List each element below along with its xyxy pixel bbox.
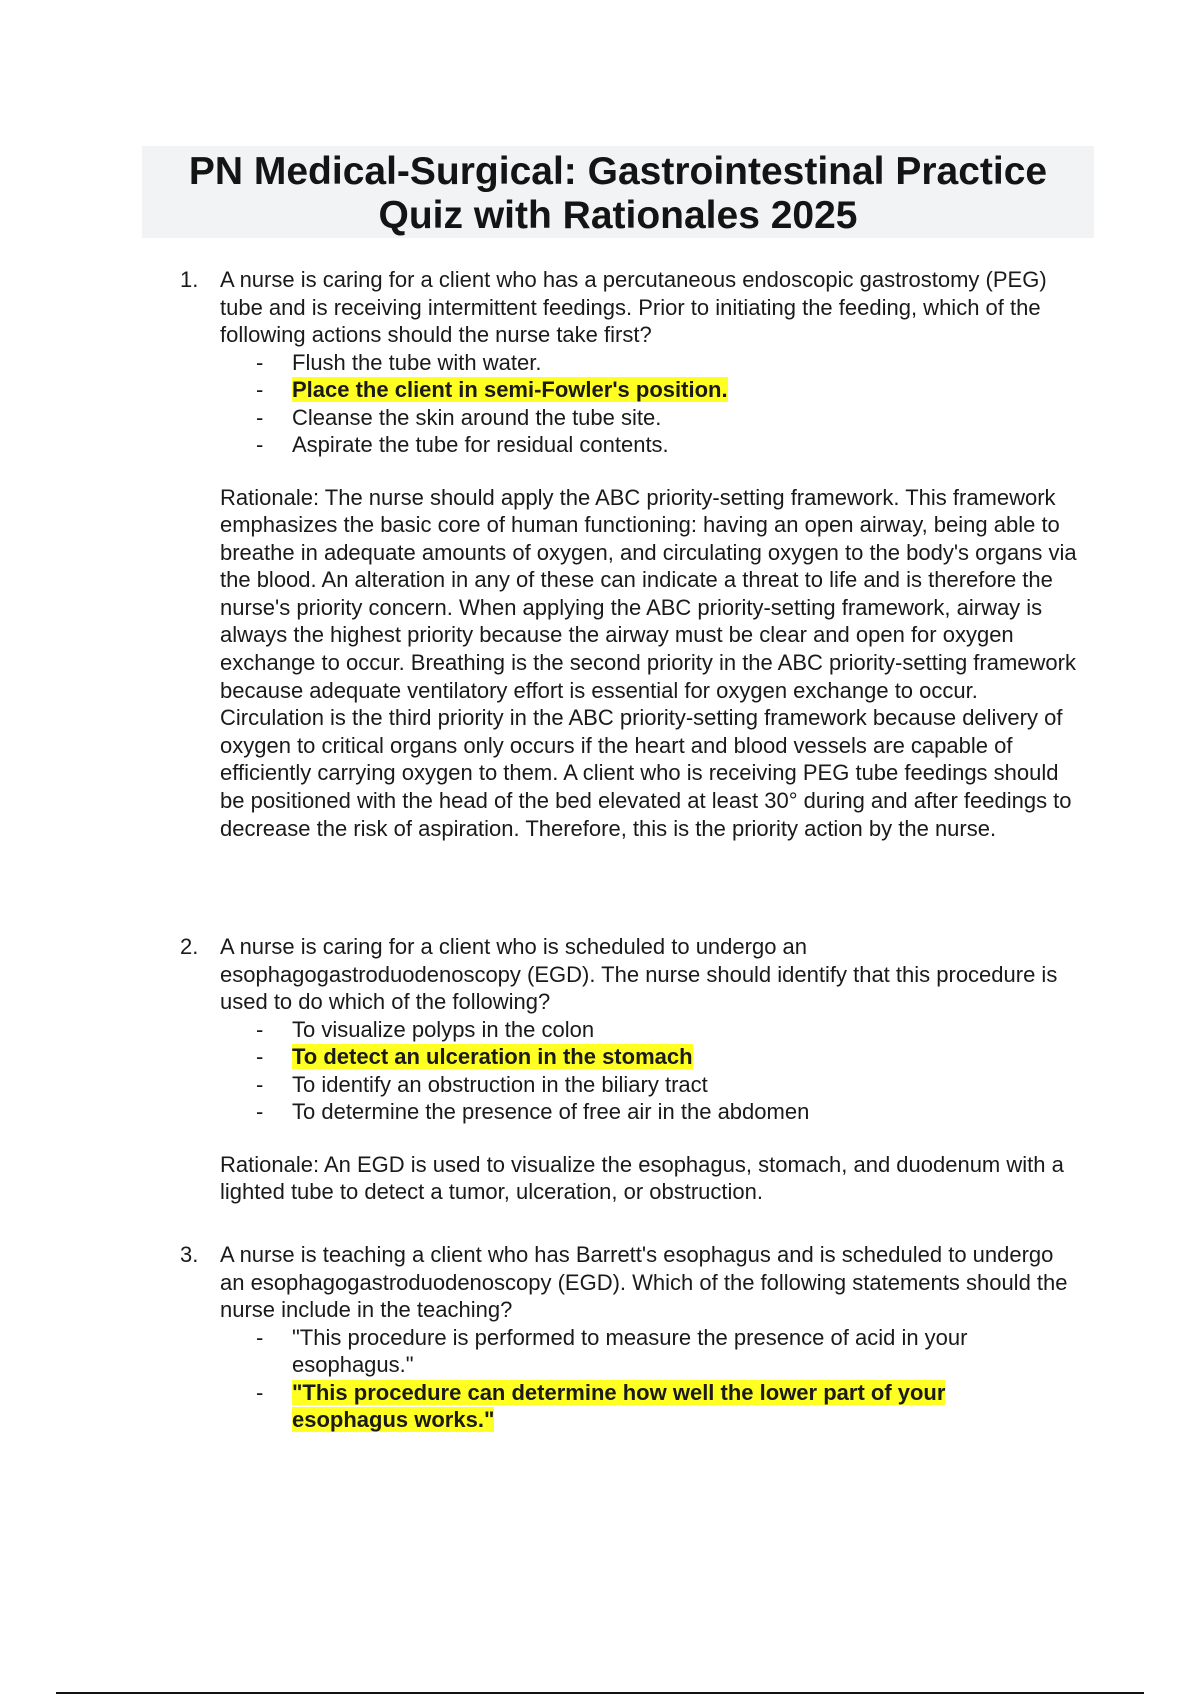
bullet-dash: - [256,1071,264,1097]
option-text: "This procedure is performed to measure the presence of acid in your esophagus." [292,1324,968,1377]
bullet-dash: - [256,1379,264,1405]
option-text: Flush the tube with water. [292,349,542,375]
option-item [256,349,1036,377]
rationale-text: Rationale: The nurse should apply the ABC priority-setting framework. This framework emphasizes the basic core of human functioning: having an open airway, being able to breathe in adequate amounts of oxygen, and circulating oxygen to the body's organs via the blood. An alteration in any of these can indicate a threat to life and is therefore the nurse's priority concern. When applying the ABC priority-setting framework, airway is always the highest priority because the airway must be clear and open for oxygen exchange to occur. Breathing is the second priority in the ABC priority-setting framework because adequate ventilatory effort is essential for oxygen exchange to occur. Circulation is the third priority in the ABC priority-setting framework because delivery of oxygen to critical organs only occurs if the heart and blood vessels are capable of efficiently carrying oxygen to them. A client who is receiving PEG tube feedings should be positioned with the head of the bed elevated at least 30° during and after feedings to decrease the risk of aspiration. Therefore, this is the priority action by the nurse. [220,484,1077,841]
bullet-dash: - [256,349,264,375]
bullet-dash: - [256,1099,264,1124]
question-number: 3. [180,1242,199,1267]
bullet-dash: - [256,1324,264,1350]
option-item-correct [256,376,1036,404]
option-item-correct [256,1043,1036,1071]
option-item [256,1324,1036,1379]
bullet-dash: - [256,1044,264,1069]
question-stem: A nurse is teaching a client who has Barrett's esophagus and is scheduled to undergo an esophagogastroduodenoscopy (EGD). Which of the following statements should the nurse include in the teaching? [220,1242,1068,1322]
option-item [256,404,1036,432]
page-title: PN Medical-Surgical: Gastrointestinal Practice [188,150,1048,193]
question-2 [180,933,1080,1206]
question-number: 2. [180,934,199,959]
option-text: To identify an obstruction in the biliary tract [292,1071,708,1097]
question-number: 1. [180,267,199,292]
option-item [256,1016,1036,1044]
option-item [256,1071,1036,1099]
option-item-correct [256,1379,1036,1434]
bullet-dash: - [256,432,264,457]
question-stem: A nurse is caring for a client who has a percutaneous endoscopic gastrostomy (PEG) tube and is receiving intermittent feedings. Prior to initiating the feeding, which of the following actions should the nurse take first? [220,267,1047,347]
title-banner [142,146,1094,238]
answer-options [256,1016,1036,1126]
option-item [256,431,1036,459]
option-text: To determine the presence of free air in the abdomen [292,1099,810,1124]
rationale-text: Rationale: An EGD is used to visualize the esophagus, stomach, and duodenum with a lighted tube to detect a tumor, ulceration, or obstruction. [220,1151,1064,1205]
correct-answer-highlight: To detect an ulceration in the stomach [292,1044,693,1069]
bullet-dash: - [256,377,264,402]
option-text: To visualize polyps in the colon [292,1016,595,1042]
answer-options [256,349,1036,459]
question-stem: A nurse is caring for a client who is scheduled to undergo an esophagogastroduodenoscopy (EGD). The nurse should identify that this procedure is used to do which of the following? [220,934,1058,1014]
option-text: Aspirate the tube for residual contents. [292,432,669,457]
correct-answer-highlight: Place the client in semi-Fowler's position. [292,377,728,402]
question-3 [180,1241,1080,1434]
bullet-dash: - [256,404,264,430]
answer-options [256,1324,1036,1434]
footer-divider [56,1692,1144,1694]
option-text: Cleanse the skin around the tube site. [292,404,662,430]
correct-answer-highlight: "This procedure can determine how well the lower part of your esophagus works." [292,1379,946,1432]
option-item [256,1098,1036,1126]
bullet-dash: - [256,1016,264,1042]
page-subtitle: Quiz with Rationales 2025 [378,194,858,237]
question-1 [180,266,1080,842]
